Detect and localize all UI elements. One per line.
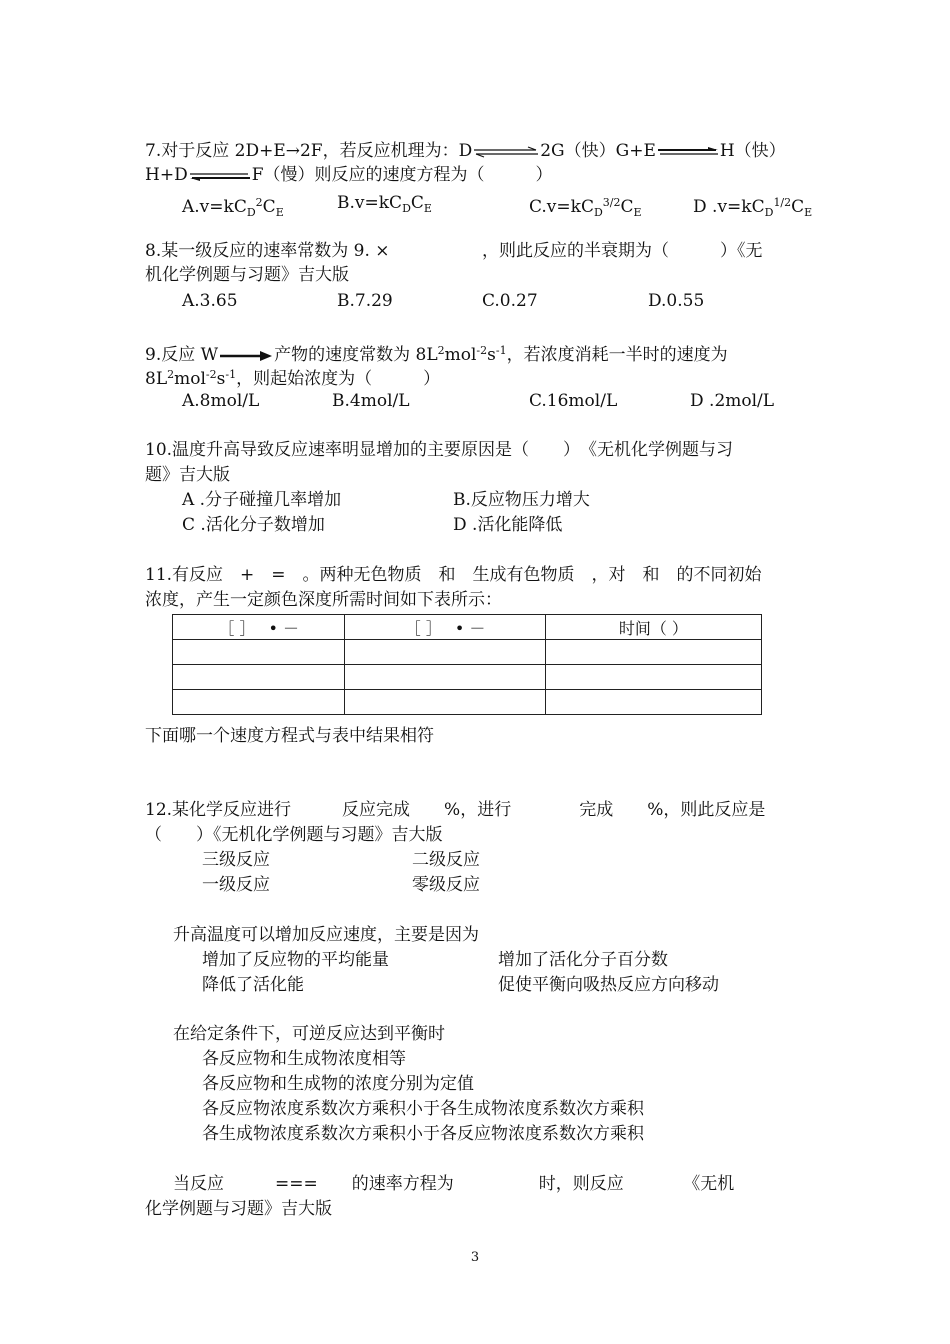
q15-line1: 当反应 === 的速率方程为 时，则反应 《无机 [173,1174,735,1194]
q8-option-c: C.0.27 [482,291,538,311]
q9-option-b: B.4mol/L [332,391,410,411]
q7-line2 [145,164,553,186]
q11-line1: 11.有反应 + = 。两种无色物质 和 生成有色物质 ，对 和 的不同初始 [145,565,762,585]
q10-line2: 题》吉大版 [145,465,230,485]
q13-option-a: 增加了反应物的平均能量 [202,950,389,970]
table-header-cell: ［ ］ • － [173,615,345,640]
q10-option-a: A .分子碰撞几率增加 [182,490,342,510]
page-number: 3 [470,1250,480,1265]
q15-line2: 化学例题与习题》吉大版 [145,1199,332,1219]
table-cell [545,665,761,690]
q7-line1 [145,140,786,162]
q13-stem: 升高温度可以增加反应速度，主要是因为 [173,925,479,945]
q12-option-a: 三级反应 [202,850,270,870]
q14-option: 各反应物浓度系数次方乘积小于各生成物浓度系数次方乘积 [202,1099,644,1119]
q10-option-d: D .活化能降低 [453,515,563,535]
q7-line1-text-b: 2G（快）G+E [540,141,656,161]
equilibrium-arrow-icon [188,170,252,182]
q13-option-d: 促使平衡向吸热反应方向移动 [498,975,719,995]
q10-option-b: B.反应物压力增大 [453,490,590,510]
q9-option-d: D .2mol/L [690,391,775,411]
q8-option-d: D.0.55 [648,291,705,311]
q12-option-b: 二级反应 [412,850,480,870]
q13-option-b: 增加了活化分子百分数 [498,950,668,970]
q14-option: 各反应物和生成物浓度相等 [202,1049,406,1069]
q9-option-c: C.16mol/L [529,391,618,411]
q7-option-d: D $.v=kC_D^{1/2}C_E$ [693,196,813,219]
q8-line1a: 8.某一级反应的速率常数为 9. × [145,241,390,261]
q8-option-a: A.3.65 [182,291,238,311]
q7-line2-text-b: F（慢）则反应的速度方程为（ ） [251,165,553,185]
equilibrium-arrow-icon [656,146,720,158]
table-cell [545,640,761,665]
q7-option-a: $A.v=kC_D^2C_E$ [182,196,284,219]
q14-stem: 在给定条件下，可逆反应达到平衡时 [173,1024,445,1044]
q11-line2: 浓度，产生一定颜色深度所需时间如下表所示： [145,590,502,610]
table-header-cell: ［ ］ • － [345,615,545,640]
table-cell [345,690,545,715]
table-cell [173,665,345,690]
table-header-row [173,615,762,640]
table-row [173,690,762,715]
q11-data-table [172,614,762,715]
table-cell [173,690,345,715]
q9-line2: $8L^2mol^{-2}s^{-1}$，则起始浓度为（ ） [145,368,441,389]
table-cell [345,640,545,665]
table-cell [173,640,345,665]
q12-option-c: 一级反应 [202,875,270,895]
q8-option-b: B.7.29 [337,291,393,311]
q12-option-d: 零级反应 [412,875,480,895]
equilibrium-arrow-icon [472,146,540,158]
q7-line1-text-a: 7.对于反应 2D+E→2F，若反应机理为：D [145,141,473,161]
table-header-cell: 时间（ ） [545,615,761,640]
q14-option: 各生成物浓度系数次方乘积小于各反应物浓度系数次方乘积 [202,1124,644,1144]
q12-line2: （ ）《无机化学例题与习题》吉大版 [145,825,443,845]
table-cell [345,665,545,690]
q10-line1: 10.温度升高导致反应速率明显增加的主要原因是（ ） 《无机化学例题与习 [145,440,734,460]
q9-line1: 9.反应 W 产物的速度常数为 $8L^2mol^{-2}s^{-1}$，若浓度消耗一半时的速度为 [145,344,728,365]
q13-option-c: 降低了活化能 [202,975,304,995]
q7-line2-text-a: H+D [145,165,188,185]
q7-option-c: $C.v=kC_D^{3/2}C_E$ [529,196,642,219]
q12-line1: 12.某化学反应进行 反应完成 %，进行 完成 %，则此反应是 [145,800,766,820]
q10-option-c: C .活化分子数增加 [182,515,325,535]
q9-option-a: A.8mol/L [182,391,260,411]
q8-line2: 机化学例题与习题》吉大版 [145,265,349,285]
reaction-arrow-icon [218,350,274,362]
q7-line1-text-c: H（快） [719,141,786,161]
table-row [173,665,762,690]
q7-option-b: $B.v=kC_DC_E$ [337,193,432,215]
table-cell [545,690,761,715]
q14-option: 各反应物和生成物的浓度分别为定值 [202,1074,474,1094]
table-row [173,640,762,665]
q8-line1b: ，则此反应的半衰期为（ ）《无 [482,241,763,261]
q11-after: 下面哪一个速度方程式与表中结果相符 [145,726,434,746]
